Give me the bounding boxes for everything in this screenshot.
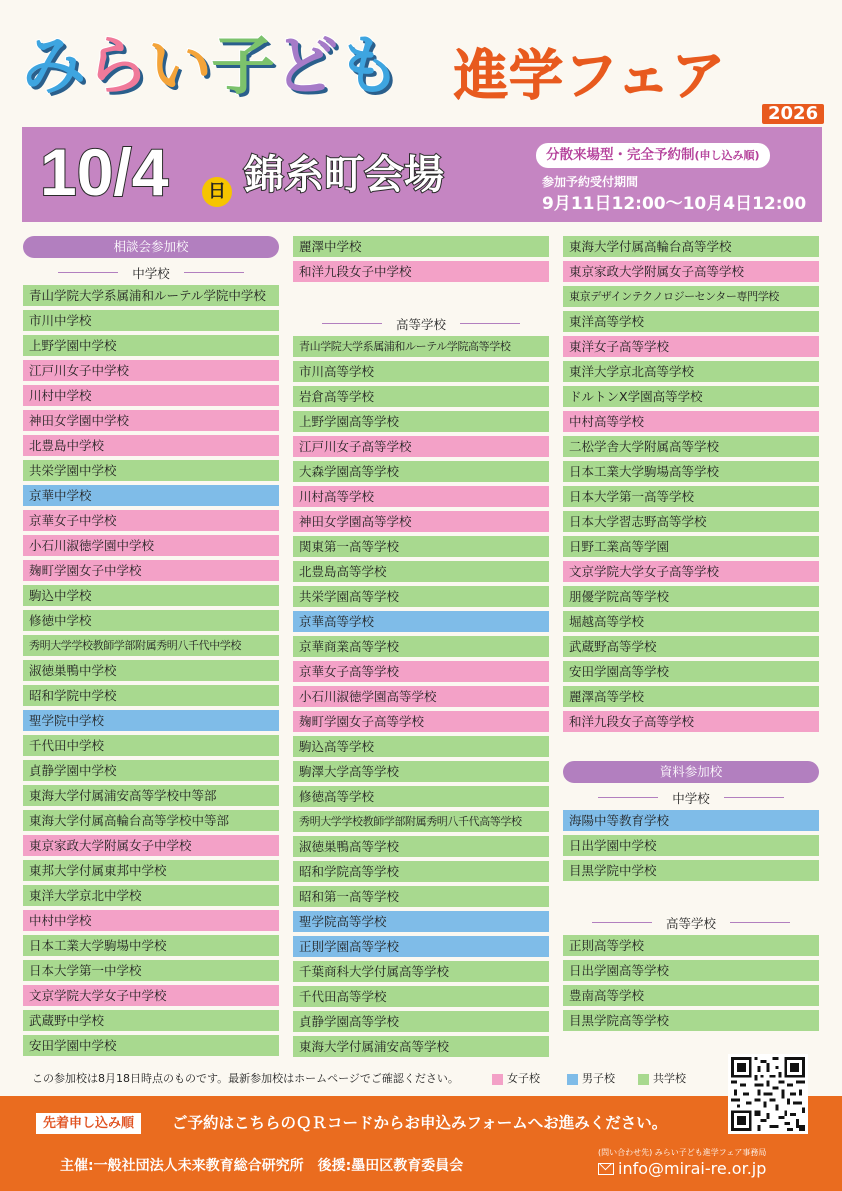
legend-co-label: 共学校 bbox=[653, 1072, 686, 1085]
school-row: 麹町学園女子中学校 bbox=[23, 560, 279, 581]
school-row: 大森学園高等学校 bbox=[293, 461, 549, 482]
junior-subheader bbox=[563, 785, 819, 810]
school-row: 東海大学付属高輪台高等学校 bbox=[563, 236, 819, 257]
school-row: 貞静学園中学校 bbox=[23, 760, 279, 781]
title-char: ど bbox=[274, 30, 337, 104]
school-row: 東洋大学京北高等学校 bbox=[563, 361, 819, 382]
school-row: 修徳中学校 bbox=[23, 610, 279, 631]
mail-icon bbox=[598, 1163, 614, 1175]
school-row: 武蔵野中学校 bbox=[23, 1010, 279, 1031]
school-row: 日出学園中学校 bbox=[563, 835, 819, 856]
school-row: 堀越高等学校 bbox=[563, 611, 819, 632]
school-row: 安田学園高等学校 bbox=[563, 661, 819, 682]
school-row: 川村中学校 bbox=[23, 385, 279, 406]
junior-subheader bbox=[23, 260, 279, 285]
event-date: 10/4 bbox=[40, 135, 169, 209]
school-row: 青山学院大学系属浦和ルーテル学院高等学校 bbox=[293, 336, 549, 357]
first-come-tag: 先着申し込み順 bbox=[36, 1113, 141, 1134]
school-row: 貞静学園高等学校 bbox=[293, 1011, 549, 1032]
school-row: 東京デザインテクノロジーセンター専門学校 bbox=[563, 286, 819, 307]
school-row: 東京家政大学附属女子高等学校 bbox=[563, 261, 819, 282]
school-row: 青山学院大学系属浦和ルーテル学院中学校 bbox=[23, 285, 279, 306]
school-row: 聖学院高等学校 bbox=[293, 911, 549, 932]
school-row: 京華女子高等学校 bbox=[293, 661, 549, 682]
school-row: 京華高等学校 bbox=[293, 611, 549, 632]
school-row: 海陽中等教育学校 bbox=[563, 810, 819, 831]
school-row: 江戸川女子中学校 bbox=[23, 360, 279, 381]
school-row: 駒込中学校 bbox=[23, 585, 279, 606]
reservation-type-label: 分散来場型・完全予約制 bbox=[546, 147, 695, 163]
column-2 bbox=[293, 236, 549, 1061]
legend-note: この参加校は8月18日時点のものです。最新参加校はホームページでご確認ください。 bbox=[32, 1072, 459, 1085]
column-3 bbox=[563, 236, 819, 1035]
school-row: 目黒学院中学校 bbox=[563, 860, 819, 881]
school-row: 北豊島高等学校 bbox=[293, 561, 549, 582]
school-row: 市川高等学校 bbox=[293, 361, 549, 382]
school-row: 東海大学付属浦安高等学校中等部 bbox=[23, 785, 279, 806]
school-row: 神田女学園高等学校 bbox=[293, 511, 549, 532]
spacer bbox=[563, 736, 819, 761]
school-row: 千葉商科大学付属高等学校 bbox=[293, 961, 549, 982]
qr-code-graphic bbox=[731, 1057, 805, 1131]
title-char: 子 bbox=[211, 30, 274, 104]
school-row: 和洋九段女子高等学校 bbox=[563, 711, 819, 732]
school-row: 関東第一高等学校 bbox=[293, 536, 549, 557]
school-row: 岩倉高等学校 bbox=[293, 386, 549, 407]
school-row: 小石川淑徳学園高等学校 bbox=[293, 686, 549, 707]
school-row: 聖学院中学校 bbox=[23, 710, 279, 731]
school-row: 京華商業高等学校 bbox=[293, 636, 549, 657]
school-row: 武蔵野高等学校 bbox=[563, 636, 819, 657]
school-row: 駒澤大学高等学校 bbox=[293, 761, 549, 782]
school-row: 東洋大学京北中学校 bbox=[23, 885, 279, 906]
legend-girl bbox=[492, 1071, 540, 1087]
school-row: 二松学舎大学附属高等学校 bbox=[563, 436, 819, 457]
fair-title bbox=[22, 24, 822, 124]
footer bbox=[0, 1096, 842, 1191]
school-row: 昭和第一高等学校 bbox=[293, 886, 549, 907]
school-row: 朋優学院高等学校 bbox=[563, 586, 819, 607]
title-char: も bbox=[337, 30, 400, 104]
school-row: 日本大学第一中学校 bbox=[23, 960, 279, 981]
school-row: 京華女子中学校 bbox=[23, 510, 279, 531]
organizer: 主催:一般社団法人未来教育総合研究所 後援:墨田区教育委員会 bbox=[60, 1158, 464, 1174]
school-row: 文京学院大学女子中学校 bbox=[23, 985, 279, 1006]
school-row: 川村高等学校 bbox=[293, 486, 549, 507]
email-link[interactable] bbox=[598, 1158, 766, 1180]
school-row: 麗澤中学校 bbox=[293, 236, 549, 257]
consult-section-header: 相談会参加校 bbox=[23, 236, 279, 258]
subheader-label: 高等学校 bbox=[665, 915, 716, 931]
school-row: 昭和学院高等学校 bbox=[293, 861, 549, 882]
school-row: 麗澤高等学校 bbox=[563, 686, 819, 707]
school-list bbox=[293, 336, 549, 1057]
school-row: 上野学園中学校 bbox=[23, 335, 279, 356]
school-row: 日本大学第一高等学校 bbox=[563, 486, 819, 507]
venue-name: 錦糸町会場 bbox=[244, 152, 444, 198]
school-row: 正則学園高等学校 bbox=[293, 936, 549, 957]
school-row: 正則高等学校 bbox=[563, 935, 819, 956]
legend-girl-label: 女子校 bbox=[507, 1072, 540, 1085]
girl-swatch-icon bbox=[492, 1074, 503, 1085]
school-list bbox=[563, 236, 819, 732]
period-value: 9月11日12:00〜10月4日12:00 bbox=[542, 194, 807, 214]
spacer bbox=[563, 885, 819, 910]
subheader-label: 高等学校 bbox=[395, 316, 446, 332]
school-row: 小石川淑徳学園中学校 bbox=[23, 535, 279, 556]
school-list bbox=[23, 285, 279, 1056]
school-row: 上野学園高等学校 bbox=[293, 411, 549, 432]
school-row: 東洋高等学校 bbox=[563, 311, 819, 332]
title-main bbox=[22, 24, 400, 110]
school-row: 中村高等学校 bbox=[563, 411, 819, 432]
title-char: み bbox=[22, 30, 85, 104]
reservation-type bbox=[536, 143, 770, 168]
school-row: 京華中学校 bbox=[23, 485, 279, 506]
date-banner bbox=[22, 127, 822, 222]
school-row: 千代田高等学校 bbox=[293, 986, 549, 1007]
legend-boy bbox=[567, 1071, 615, 1087]
reservation-type-note: (申し込み順) bbox=[694, 149, 760, 162]
school-row: 淑徳巣鴨高等学校 bbox=[293, 836, 549, 857]
day-of-week-badge: 日 bbox=[202, 177, 232, 207]
school-row: 淑徳巣鴨中学校 bbox=[23, 660, 279, 681]
school-row: 中村中学校 bbox=[23, 910, 279, 931]
school-row: 東海大学付属浦安高等学校 bbox=[293, 1036, 549, 1057]
school-row: 麹町学園女子高等学校 bbox=[293, 711, 549, 732]
column-1 bbox=[23, 236, 279, 1060]
qr-code-icon[interactable] bbox=[728, 1054, 808, 1134]
co-swatch-icon bbox=[638, 1074, 649, 1085]
school-row: 共栄学園高等学校 bbox=[293, 586, 549, 607]
school-row: 日本大学習志野高等学校 bbox=[563, 511, 819, 532]
school-row: ドルトンX学園高等学校 bbox=[563, 386, 819, 407]
subheader-label: 中学校 bbox=[132, 265, 170, 281]
school-row: 日出学園高等学校 bbox=[563, 960, 819, 981]
school-list bbox=[293, 236, 549, 282]
school-row: 共栄学園中学校 bbox=[23, 460, 279, 481]
school-list bbox=[563, 935, 819, 1031]
school-row: 文京学院大学女子高等学校 bbox=[563, 561, 819, 582]
school-row: 安田学園中学校 bbox=[23, 1035, 279, 1056]
school-row: 目黒学院高等学校 bbox=[563, 1010, 819, 1031]
period-label: 参加予約受付期間 bbox=[542, 175, 639, 189]
materials-section-header: 資料参加校 bbox=[563, 761, 819, 783]
qr-instruction: ご予約はこちらのＱＲコードからお申込みフォームへお進みください。 bbox=[172, 1114, 668, 1132]
school-row: 日本工業大学駒場高等学校 bbox=[563, 461, 819, 482]
school-row: 北豊島中学校 bbox=[23, 435, 279, 456]
title-sub: 進学フェア bbox=[454, 44, 727, 107]
school-row: 市川中学校 bbox=[23, 310, 279, 331]
school-row: 修徳高等学校 bbox=[293, 786, 549, 807]
legend-boy-label: 男子校 bbox=[582, 1072, 615, 1085]
school-row: 神田女学園中学校 bbox=[23, 410, 279, 431]
email-address[interactable]: info@mirai-re.or.jp bbox=[618, 1159, 767, 1178]
senior-subheader bbox=[563, 910, 819, 935]
school-row: 東邦大学付属東邦中学校 bbox=[23, 860, 279, 881]
legend bbox=[32, 1071, 732, 1087]
school-row: 日本工業大学駒場中学校 bbox=[23, 935, 279, 956]
school-row: 日野工業高等学園 bbox=[563, 536, 819, 557]
school-row: 江戸川女子高等学校 bbox=[293, 436, 549, 457]
title-char: い bbox=[148, 30, 211, 104]
school-list bbox=[563, 810, 819, 881]
school-row: 秀明大学学校教師学部附属秀明八千代中学校 bbox=[23, 635, 279, 656]
title-year: 2026 bbox=[762, 104, 824, 124]
school-row: 駒込高等学校 bbox=[293, 736, 549, 757]
school-row: 東洋女子高等学校 bbox=[563, 336, 819, 357]
boy-swatch-icon bbox=[567, 1074, 578, 1085]
school-row: 千代田中学校 bbox=[23, 735, 279, 756]
school-row: 和洋九段女子中学校 bbox=[293, 261, 549, 282]
subheader-label: 中学校 bbox=[672, 790, 710, 806]
spacer bbox=[293, 286, 549, 311]
inquiry-label: (問い合わせ先) みらい子ども進学フェア事務局 bbox=[598, 1148, 767, 1157]
school-row: 東海大学付属高輪台高等学校中等部 bbox=[23, 810, 279, 831]
legend-co bbox=[638, 1071, 686, 1087]
title-char: ら bbox=[85, 30, 148, 104]
school-row: 秀明大学学校教師学部附属秀明八千代高等学校 bbox=[293, 811, 549, 832]
senior-subheader bbox=[293, 311, 549, 336]
school-row: 昭和学院中学校 bbox=[23, 685, 279, 706]
school-row: 東京家政大学附属女子中学校 bbox=[23, 835, 279, 856]
school-row: 豊南高等学校 bbox=[563, 985, 819, 1006]
